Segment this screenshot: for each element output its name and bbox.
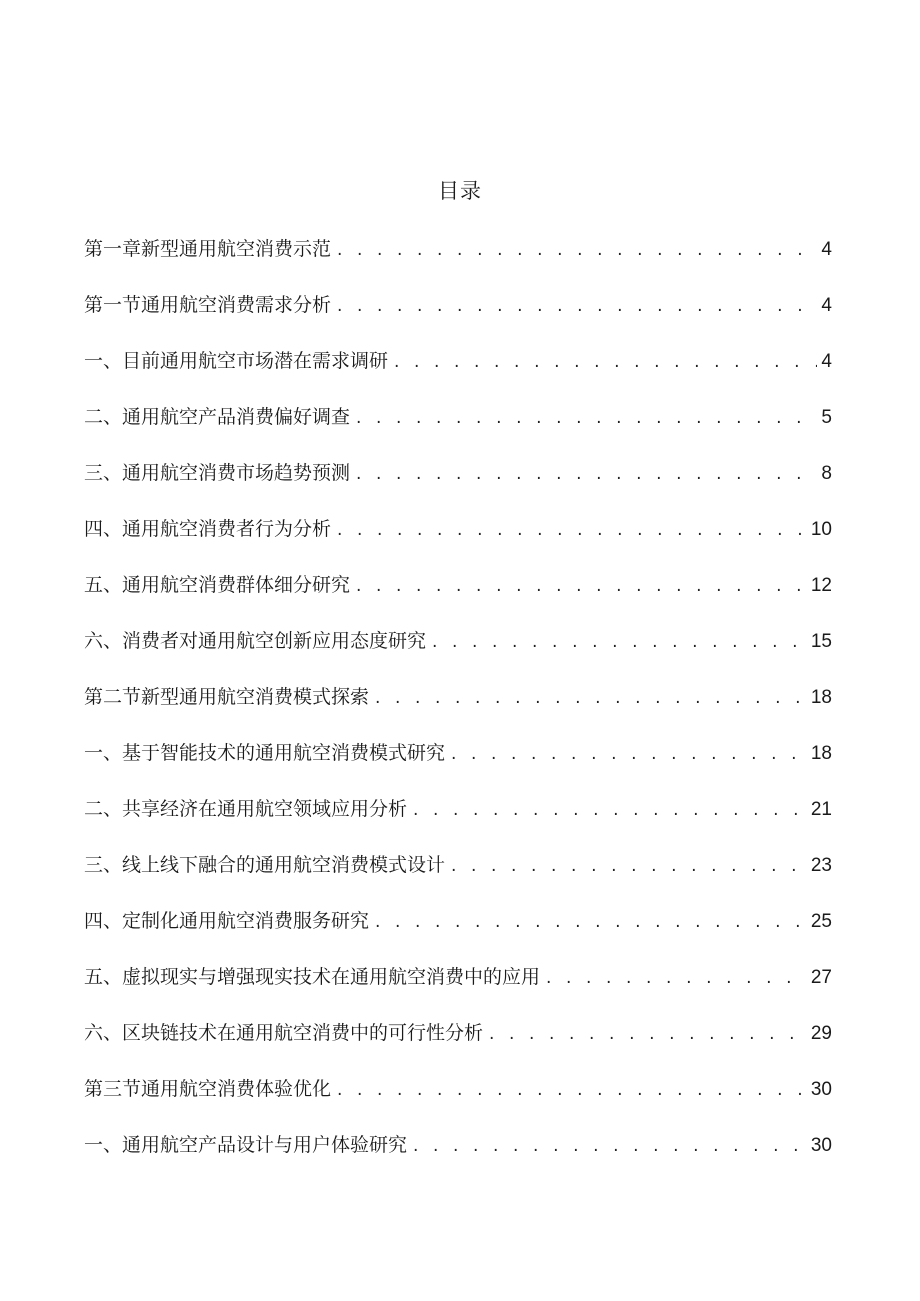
toc-leader-dots [451,734,807,774]
toc-entry[interactable] [84,733,832,789]
toc-entry-text: 第三节通用航空消费体验优化 [84,1078,332,1100]
toc-leader-dots [356,566,807,606]
toc-entry-text: 三、线上线下融合的通用航空消费模式设计 [84,854,446,876]
toc-leader-dots [413,790,807,830]
toc-title: 目录 [438,179,482,203]
toc-entry[interactable] [84,341,832,397]
toc-leader-dots [375,902,807,942]
toc-leader-dots [413,1126,807,1166]
toc-page-number: 15 [810,631,832,652]
toc-page-number: 30 [810,1079,832,1100]
toc-entry[interactable] [84,957,832,1013]
toc-entry-text: 第一章新型通用航空消费示范 [84,238,332,260]
toc-entry-text: 六、消费者对通用航空创新应用态度研究 [84,630,427,652]
toc-entry[interactable] [84,901,832,957]
toc-leader-dots [451,846,807,886]
toc-leader-dots [337,230,817,270]
toc-entry-text: 一、目前通用航空市场潜在需求调研 [84,350,389,372]
toc-page-number: 4 [821,351,832,372]
toc-page-number: 23 [810,855,832,876]
toc-page-number: 27 [810,967,832,988]
toc-page-number: 25 [810,911,832,932]
toc-entry[interactable] [84,845,832,901]
toc-leader-dots [489,1014,807,1054]
toc-leader-dots [432,622,807,662]
toc-leader-dots [356,454,817,494]
toc-entry[interactable] [84,509,832,565]
toc-entry-text: 一、通用航空产品设计与用户体验研究 [84,1134,408,1156]
toc-entry[interactable] [84,285,832,341]
toc-entry[interactable] [84,1013,832,1069]
toc-entry[interactable] [84,1069,832,1125]
toc-entry-text: 五、通用航空消费群体细分研究 [84,574,351,596]
toc-page-number: 12 [810,575,832,596]
toc-entry-text: 一、基于智能技术的通用航空消费模式研究 [84,742,446,764]
toc-page-number: 30 [810,1135,832,1156]
toc-leader-dots [546,958,807,998]
toc-entry[interactable] [84,677,832,733]
toc-page-number: 10 [810,519,832,540]
toc-leader-dots [375,678,807,718]
toc-entry[interactable] [84,565,832,621]
toc-entry[interactable] [84,397,832,453]
toc-page-number: 5 [821,407,832,428]
toc-leader-dots [356,398,817,438]
toc-leader-dots [394,342,817,382]
toc-entry[interactable] [84,453,832,509]
toc-leader-dots [337,1070,807,1110]
toc-entry-text: 六、区块链技术在通用航空消费中的可行性分析 [84,1022,484,1044]
toc-entry-text: 三、通用航空消费市场趋势预测 [84,462,351,484]
toc-page-number: 29 [810,1023,832,1044]
toc-leader-dots [337,286,817,326]
toc-entry-text: 五、虚拟现实与增强现实技术在通用航空消费中的应用 [84,966,541,988]
toc-entry[interactable] [84,789,832,845]
toc-list [84,229,832,1181]
toc-entry-text: 四、通用航空消费者行为分析 [84,518,332,540]
toc-page-number: 21 [810,799,832,820]
toc-page-number: 18 [810,687,832,708]
toc-entry-text: 四、定制化通用航空消费服务研究 [84,910,370,932]
toc-entry-text: 第一节通用航空消费需求分析 [84,294,332,316]
toc-entry[interactable] [84,1125,832,1181]
toc-entry[interactable] [84,229,832,285]
toc-page-number: 4 [821,295,832,316]
toc-entry-text: 二、共享经济在通用航空领域应用分析 [84,798,408,820]
toc-entry-text: 二、通用航空产品消费偏好调查 [84,406,351,428]
toc-entry-text: 第二节新型通用航空消费模式探索 [84,686,370,708]
toc-page-number: 18 [810,743,832,764]
toc-leader-dots [337,510,807,550]
toc-entry[interactable] [84,621,832,677]
toc-page-number: 8 [821,463,832,484]
toc-page-number: 4 [821,239,832,260]
